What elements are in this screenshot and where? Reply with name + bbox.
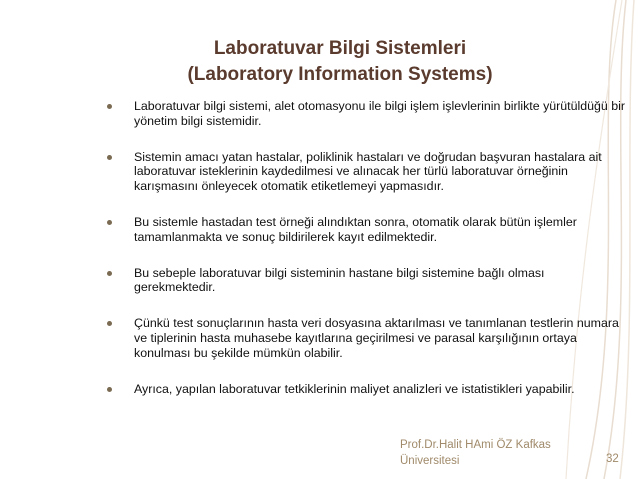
bullet-dot-icon — [107, 271, 112, 276]
bullet-text: Çünkü test sonuçlarının hasta veri dosyasına aktarılması ve tanımlanan testlerin numara ve tiplerinin hasta muhasebe kayıtlarına geçirilmesi ve parasal karşılığının ortaya konulması bu şekilde mümkün olabilir. — [134, 316, 619, 360]
page-number: 32 — [606, 453, 619, 465]
bullet-item — [106, 150, 626, 194]
bullet-list — [106, 99, 626, 396]
footer-author: Prof.Dr.Halit HAmi ÖZ Kafkas Üniversitesi — [400, 439, 551, 467]
bullet-dot-icon — [107, 387, 112, 392]
bullet-item — [106, 316, 626, 360]
title-line-1: Laboratuvar Bilgi Sistemleri — [213, 38, 467, 59]
bullet-text: Bu sebeple laboratuvar bilgi sisteminin hastane bilgi sistemine bağlı olması gerekmektedir. — [134, 265, 545, 295]
slide-title — [120, 36, 560, 88]
bullet-text: Bu sistemle hastadan test örneği alındıktan sonra, otomatik olarak bütün işlemler tamamlanmakta ve sonuç bildirilerek kayıt edilmektedir. — [134, 214, 577, 244]
bullet-text: Ayrıca, yapılan laboratuvar tetkiklerinin maliyet analizleri ve istatistikleri yapabilir. — [134, 381, 575, 396]
bullet-dot-icon — [107, 321, 112, 326]
bullet-text: Laboratuvar bilgi sistemi, alet otomasyonu ile bilgi işlem işlevlerinin birlikte yürütüldüğü bir yönetim bilgi sistemidir. — [134, 99, 626, 128]
bullet-text: Sistemin amacı yatan hastalar, poliklinik hastaları ve doğrudan başvuran hastalara ait laboratuvar isteklerinin kaydedilmesi ve alınacak her türlü laboratuvar örneğinin karışmasını önleyecek otomatik etiketlemeyi yapmasıdır. — [134, 149, 602, 194]
bullet-item — [106, 215, 626, 245]
bullet-dot-icon — [107, 104, 112, 109]
bullet-dot-icon — [107, 220, 112, 225]
bullet-item — [106, 99, 626, 129]
bullet-item — [106, 382, 626, 397]
bullet-dot-icon — [107, 155, 112, 160]
bullet-item — [106, 266, 626, 296]
title-line-2: (Laboratory Information Systems) — [187, 64, 493, 85]
